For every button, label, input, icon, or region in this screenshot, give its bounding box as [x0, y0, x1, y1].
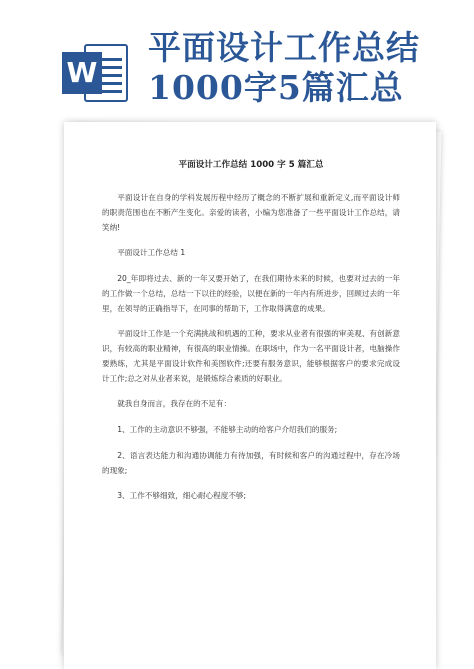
word-letter-badge: W	[62, 52, 102, 94]
list-item: 3、工作不够细致，细心耐心程度不够;	[117, 491, 247, 500]
word-document-icon	[62, 38, 130, 106]
document-preview	[36, 122, 438, 669]
list-item: 1、工作的主动意识不够强，不能够主动的给客户介绍我们的服务;	[117, 425, 338, 434]
section-heading: 平面设计工作总结 1	[117, 248, 186, 257]
body-paragraph: 就我自身而言，我存在的不足有：	[117, 399, 232, 408]
banner-title-line-1: 平面设计工作总结	[148, 28, 420, 67]
body-paragraph: 平面设计工作是一个充满挑战和机遇的工种，要求从业者有很强的审美观、有创新意识，有较高的职业精神，有很高的职业情操。在职场中，作为一名平面设计者，电脑操作要熟练，尤其是平面设计软件和美图软件;还要有服务意识，能够根据客户的要求完成设计工作;总之对从业者来说，是锻炼综合素质的好职业。	[102, 329, 400, 383]
banner-title-line-2: 1000字5篇汇总	[148, 68, 404, 107]
body-paragraph: 20_年即将过去、新的一年又要开始了，在我们期待未来的时候，也要对过去的一年的工作做一个总结，总结一下以往的经验，以便在新的一年内有所进步，回顾过去的一年里，在领导的正确指导下，在同事的帮助下，工作取得满意的成果。	[102, 274, 400, 313]
banner	[0, 0, 474, 130]
banner-title	[148, 28, 468, 108]
intro-paragraph: 平面设计在自身的学科发展历程中经历了概念的不断扩展和重新定义,而平面设计师的职责范围也在不断产生变化。亲爱的读者，小编为您准备了一些平面设计工作总结，请笑纳!	[102, 193, 400, 232]
list-item: 2、语言表达能力和沟通协调能力有待加强，有时候和客户的沟通过程中，存在冷场的现象;	[102, 451, 400, 475]
document-title: 平面设计工作总结 1000 字 5 篇汇总	[178, 160, 324, 170]
document-page	[64, 122, 436, 669]
